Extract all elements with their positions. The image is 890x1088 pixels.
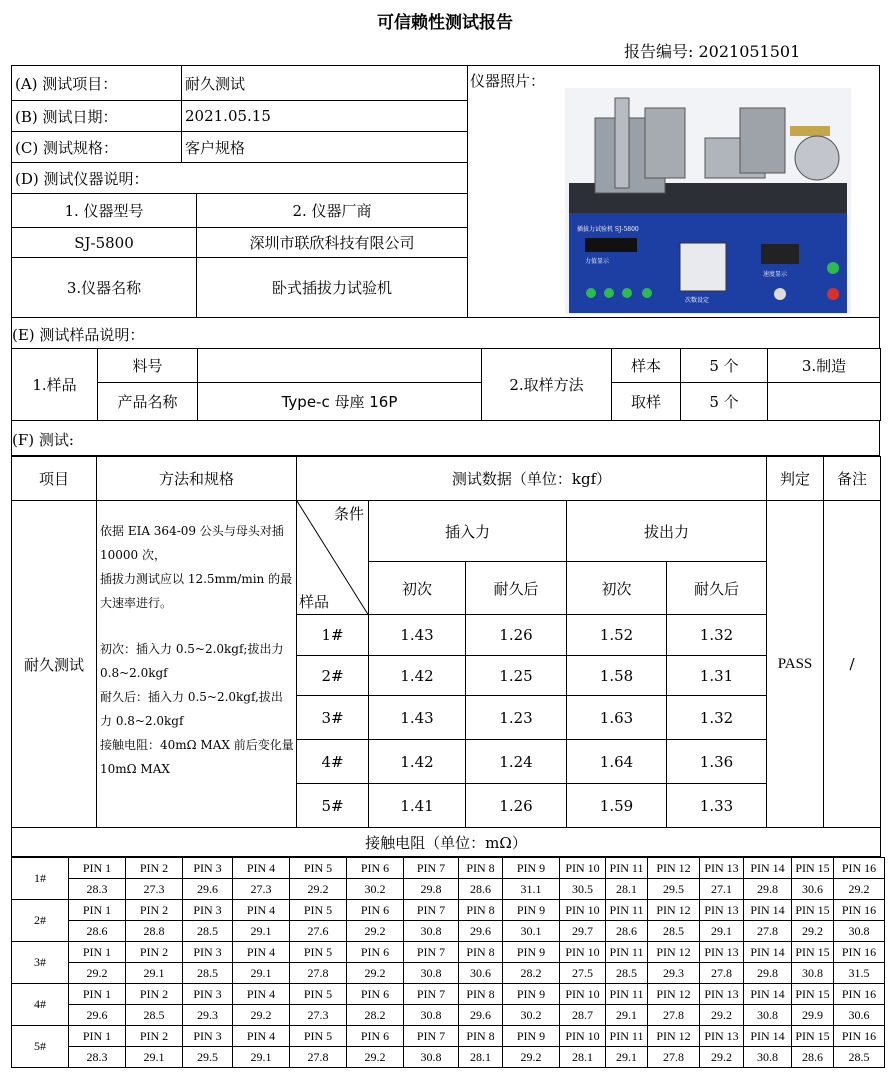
test-item-value: 耐久测试 xyxy=(182,66,468,101)
judge-cell: PASS xyxy=(767,501,824,828)
pin-resistance-value: 28.6 xyxy=(459,879,503,900)
pin-resistance-value: 28.5 xyxy=(183,963,233,984)
pin-resistance-value: 27.1 xyxy=(700,879,744,900)
pin-label: PIN 9 xyxy=(503,1026,560,1047)
pin-resistance-value: 30.8 xyxy=(792,963,834,984)
pin-resistance-value: 30.8 xyxy=(404,1047,459,1068)
withdraw-initial-value: 1.59 xyxy=(567,784,667,828)
test-section-label: (F) 测试: xyxy=(12,431,74,449)
pin-resistance-value: 27.8 xyxy=(648,1005,700,1026)
pin-resistance-value: 27.3 xyxy=(126,879,183,900)
pin-header-row xyxy=(12,942,885,963)
test-remark-header: 备注 xyxy=(824,457,881,501)
pin-label: PIN 11 xyxy=(606,858,648,879)
pin-resistance-value: 29.6 xyxy=(459,1005,503,1026)
pin-label: PIN 10 xyxy=(560,900,606,921)
sample-qty-label: 样本 xyxy=(612,349,681,383)
sample-qty-value: 5 个 xyxy=(681,349,768,383)
pin-label: PIN 6 xyxy=(347,900,404,921)
pin-resistance-value: 27.8 xyxy=(648,1047,700,1068)
pin-label: PIN 13 xyxy=(700,984,744,1005)
pin-resistance-value: 29.8 xyxy=(404,879,459,900)
pin-resistance-value: 29.2 xyxy=(233,1005,290,1026)
insert-initial-value: 1.42 xyxy=(369,740,466,784)
pin-value-row xyxy=(12,963,885,984)
pin-resistance-value: 28.1 xyxy=(459,1047,503,1068)
pin-value-row xyxy=(12,879,885,900)
pin-label: PIN 10 xyxy=(560,942,606,963)
report-number: 报告编号: 2021051501 xyxy=(624,42,801,61)
pin-resistance-value: 29.1 xyxy=(126,1047,183,1068)
pin-resistance-value: 27.3 xyxy=(233,879,290,900)
pin-header-row xyxy=(12,858,885,879)
pin-resistance-value: 30.5 xyxy=(560,879,606,900)
photo-count-text: 次数设定 xyxy=(685,297,710,304)
withdraw-initial-value: 1.58 xyxy=(567,656,667,696)
pin-label: PIN 11 xyxy=(606,942,648,963)
pin-label: PIN 6 xyxy=(347,858,404,879)
take-qty-label: 取样 xyxy=(612,383,681,421)
instrument-maker: 深圳市联欣科技有限公司 xyxy=(197,228,468,258)
pin-label: PIN 8 xyxy=(459,858,503,879)
pin-resistance-value: 29.5 xyxy=(183,1047,233,1068)
pin-label: PIN 16 xyxy=(834,984,885,1005)
pin-resistance-value: 27.6 xyxy=(290,921,347,942)
pin-label: PIN 12 xyxy=(648,984,700,1005)
pin-label: PIN 9 xyxy=(503,984,560,1005)
pin-label: PIN 6 xyxy=(347,984,404,1005)
insert-after-value: 1.23 xyxy=(466,696,567,740)
pin-label: PIN 2 xyxy=(126,1026,183,1047)
insert-after-header: 耐久后 xyxy=(466,562,567,615)
pin-resistance-value: 28.1 xyxy=(606,879,648,900)
test-item-label: (A) 测试项目： xyxy=(12,66,182,101)
pin-resistance-value: 28.5 xyxy=(648,921,700,942)
pin-label: PIN 16 xyxy=(834,900,885,921)
pin-resistance-value: 29.6 xyxy=(69,1005,126,1026)
sample-id: 1# xyxy=(297,615,369,656)
method-line: 依据 EIA 364-09 公头与母头对插 10000 次， xyxy=(100,524,284,562)
pin-label: PIN 2 xyxy=(126,984,183,1005)
pin-resistance-value: 29.1 xyxy=(126,963,183,984)
resistance-sample-id: 5# xyxy=(12,1026,69,1068)
pin-label: PIN 2 xyxy=(126,900,183,921)
pin-resistance-value: 30.2 xyxy=(503,1005,560,1026)
pin-resistance-value: 29.2 xyxy=(700,1005,744,1026)
instrument-table xyxy=(11,193,468,318)
instrument-maker-header: 2. 仪器厂商 xyxy=(197,194,468,228)
instrument-photo-cell xyxy=(466,65,880,318)
withdraw-initial-header: 初次 xyxy=(567,562,667,615)
pin-resistance-value: 30.8 xyxy=(744,1047,792,1068)
pin-resistance-value: 30.1 xyxy=(503,921,560,942)
pin-resistance-value: 30.8 xyxy=(404,921,459,942)
test-method-header: 方法和规格 xyxy=(97,457,297,501)
pin-label: PIN 3 xyxy=(183,984,233,1005)
sample-col-label: 样品 xyxy=(299,593,330,611)
pin-resistance-value: 27.8 xyxy=(744,921,792,942)
pin-label: PIN 1 xyxy=(69,900,126,921)
pin-label: PIN 1 xyxy=(69,858,126,879)
pin-label: PIN 6 xyxy=(347,1026,404,1047)
pin-resistance-value: 29.9 xyxy=(792,1005,834,1026)
sample-section-label: (E) 测试样品说明： xyxy=(12,326,145,344)
withdraw-initial-value: 1.64 xyxy=(567,740,667,784)
pin-resistance-value: 29.1 xyxy=(233,963,290,984)
pin-label: PIN 15 xyxy=(792,858,834,879)
sample-id: 2# xyxy=(297,656,369,696)
pin-label: PIN 11 xyxy=(606,1026,648,1047)
photo-label: 仪器照片： xyxy=(470,72,546,90)
pin-label: PIN 14 xyxy=(744,1026,792,1047)
pin-label: PIN 4 xyxy=(233,858,290,879)
pin-label: PIN 16 xyxy=(834,942,885,963)
pin-label: PIN 11 xyxy=(606,984,648,1005)
pin-resistance-value: 30.8 xyxy=(744,1005,792,1026)
condition-label: 条件 xyxy=(333,505,364,523)
withdraw-after-value: 1.31 xyxy=(667,656,767,696)
pin-resistance-value: 28.6 xyxy=(792,1047,834,1068)
pin-label: PIN 16 xyxy=(834,858,885,879)
pin-label: PIN 10 xyxy=(560,858,606,879)
pin-label: PIN 2 xyxy=(126,858,183,879)
pin-resistance-value: 28.3 xyxy=(69,1047,126,1068)
pin-resistance-value: 29.7 xyxy=(560,921,606,942)
photo-force-text: 力值显示 xyxy=(585,258,610,265)
pin-label: PIN 13 xyxy=(700,1026,744,1047)
pin-resistance-value: 29.6 xyxy=(459,921,503,942)
pin-resistance-value: 29.2 xyxy=(290,879,347,900)
pin-resistance-value: 27.5 xyxy=(560,963,606,984)
pin-header-row xyxy=(12,984,885,1005)
method-line: 耐久后：插入力 0.5~2.0kgf,拔出力 0.8~2.0kgf xyxy=(100,690,283,728)
test-judge-header: 判定 xyxy=(767,457,824,501)
pin-value-row xyxy=(12,1005,885,1026)
pin-resistance-value: 29.1 xyxy=(233,921,290,942)
sample-id: 3# xyxy=(297,696,369,740)
insert-after-value: 1.25 xyxy=(466,656,567,696)
sample-id: 5# xyxy=(297,784,369,828)
instrument-model: SJ-5800 xyxy=(12,228,197,258)
pin-resistance-value: 29.2 xyxy=(69,963,126,984)
pin-resistance-value: 29.2 xyxy=(700,1047,744,1068)
pin-label: PIN 15 xyxy=(792,984,834,1005)
part-no-label: 料号 xyxy=(98,349,198,383)
pin-label: PIN 5 xyxy=(290,1026,347,1047)
pin-label: PIN 3 xyxy=(183,858,233,879)
pin-label: PIN 8 xyxy=(459,900,503,921)
pin-label: PIN 3 xyxy=(183,900,233,921)
pin-resistance-value: 30.8 xyxy=(404,963,459,984)
pin-label: PIN 13 xyxy=(700,942,744,963)
pin-resistance-value: 28.1 xyxy=(560,1047,606,1068)
pin-label: PIN 11 xyxy=(606,900,648,921)
pin-resistance-value: 28.3 xyxy=(69,879,126,900)
pin-label: PIN 16 xyxy=(834,1026,885,1047)
pin-label: PIN 15 xyxy=(792,942,834,963)
method-line: 初次：插入力 0.5~2.0kgf;拔出力 0.8~2.0kgf xyxy=(100,642,284,680)
pin-label: PIN 4 xyxy=(233,1026,290,1047)
pin-label: PIN 15 xyxy=(792,1026,834,1047)
report-title: 可信赖性测试报告 xyxy=(377,13,513,33)
pin-header-row xyxy=(12,1026,885,1047)
pin-label: PIN 1 xyxy=(69,984,126,1005)
insert-initial-value: 1.43 xyxy=(369,615,466,656)
pin-label: PIN 7 xyxy=(404,942,459,963)
photo-panel-text: 插拔力试验机 SJ-5800 xyxy=(577,226,639,233)
pin-label: PIN 8 xyxy=(459,1026,503,1047)
pin-resistance-value: 29.1 xyxy=(233,1047,290,1068)
insert-initial-value: 1.43 xyxy=(369,696,466,740)
pin-label: PIN 14 xyxy=(744,900,792,921)
manufacture-value xyxy=(768,383,881,421)
pin-resistance-value: 28.6 xyxy=(606,921,648,942)
instrument-model-header: 1. 仪器型号 xyxy=(12,194,197,228)
pin-resistance-value: 29.1 xyxy=(606,1005,648,1026)
pin-label: PIN 5 xyxy=(290,942,347,963)
resistance-table xyxy=(11,857,885,1068)
pin-resistance-value: 29.5 xyxy=(648,879,700,900)
pin-label: PIN 10 xyxy=(560,1026,606,1047)
pin-label: PIN 13 xyxy=(700,900,744,921)
pin-label: PIN 7 xyxy=(404,900,459,921)
instrument-photo xyxy=(565,88,851,314)
pin-resistance-value: 27.3 xyxy=(290,1005,347,1026)
insert-after-value: 1.26 xyxy=(466,615,567,656)
pin-resistance-value: 29.2 xyxy=(503,1047,560,1068)
condition-sample-diag xyxy=(297,501,369,615)
pin-resistance-value: 28.8 xyxy=(126,921,183,942)
pin-label: PIN 14 xyxy=(744,942,792,963)
pin-label: PIN 6 xyxy=(347,942,404,963)
withdraw-force-header: 拔出力 xyxy=(567,501,767,562)
pin-label: PIN 12 xyxy=(648,1026,700,1047)
withdraw-after-value: 1.36 xyxy=(667,740,767,784)
pin-resistance-value: 28.5 xyxy=(126,1005,183,1026)
pin-label: PIN 4 xyxy=(233,900,290,921)
test-spec-value: 客户规格 xyxy=(182,132,468,163)
resistance-sample-id: 1# xyxy=(12,858,69,900)
pin-label: PIN 2 xyxy=(126,942,183,963)
pin-resistance-value: 28.5 xyxy=(834,1047,885,1068)
pin-resistance-value: 29.2 xyxy=(347,963,404,984)
pin-resistance-value: 30.8 xyxy=(404,1005,459,1026)
pin-value-row xyxy=(12,1047,885,1068)
pin-resistance-value: 29.8 xyxy=(744,963,792,984)
pin-resistance-value: 29.1 xyxy=(606,1047,648,1068)
pin-label: PIN 9 xyxy=(503,900,560,921)
sampling-method-label: 2.取样方法 xyxy=(482,349,612,421)
pin-resistance-value: 29.2 xyxy=(834,879,885,900)
test-date-value: 2021.05.15 xyxy=(182,101,468,132)
product-name-value: Type-c 母座 16P xyxy=(198,383,482,421)
pin-resistance-value: 29.2 xyxy=(792,921,834,942)
pin-resistance-value: 29.3 xyxy=(648,963,700,984)
take-qty-value: 5 个 xyxy=(681,383,768,421)
pin-label: PIN 8 xyxy=(459,984,503,1005)
test-spec-label: (C) 测试规格： xyxy=(12,132,182,163)
test-section-row xyxy=(11,420,880,456)
insert-after-value: 1.26 xyxy=(466,784,567,828)
pin-resistance-value: 27.8 xyxy=(700,963,744,984)
pin-resistance-value: 28.5 xyxy=(606,963,648,984)
pin-label: PIN 7 xyxy=(404,1026,459,1047)
sample-table xyxy=(11,348,881,421)
pin-label: PIN 10 xyxy=(560,984,606,1005)
pin-label: PIN 7 xyxy=(404,858,459,879)
withdraw-initial-value: 1.63 xyxy=(567,696,667,740)
pin-label: PIN 4 xyxy=(233,942,290,963)
pin-label: PIN 12 xyxy=(648,858,700,879)
pin-resistance-value: 29.2 xyxy=(347,921,404,942)
pin-label: PIN 12 xyxy=(648,942,700,963)
remark-cell: / xyxy=(824,501,881,828)
pin-resistance-value: 28.6 xyxy=(69,921,126,942)
withdraw-after-value: 1.32 xyxy=(667,615,767,656)
pin-resistance-value: 30.6 xyxy=(459,963,503,984)
pin-value-row xyxy=(12,921,885,942)
test-item-header: 项目 xyxy=(12,457,97,501)
pin-label: PIN 5 xyxy=(290,858,347,879)
pin-resistance-value: 27.8 xyxy=(290,1047,347,1068)
withdraw-initial-value: 1.52 xyxy=(567,615,667,656)
resistance-sample-id: 2# xyxy=(12,900,69,942)
insert-initial-value: 1.42 xyxy=(369,656,466,696)
instrument-name: 卧式插拔力试验机 xyxy=(197,258,468,318)
pin-resistance-value: 30.6 xyxy=(834,1005,885,1026)
pin-resistance-value: 29.2 xyxy=(347,1047,404,1068)
pin-resistance-value: 28.5 xyxy=(183,921,233,942)
pin-label: PIN 7 xyxy=(404,984,459,1005)
photo-speed-text: 速度显示 xyxy=(763,271,788,278)
withdraw-after-value: 1.32 xyxy=(667,696,767,740)
pin-label: PIN 14 xyxy=(744,984,792,1005)
pin-resistance-value: 29.6 xyxy=(183,879,233,900)
pin-label: PIN 15 xyxy=(792,900,834,921)
pin-label: PIN 5 xyxy=(290,984,347,1005)
withdraw-after-value: 1.33 xyxy=(667,784,767,828)
pin-resistance-value: 28.7 xyxy=(560,1005,606,1026)
pin-resistance-value: 31.1 xyxy=(503,879,560,900)
pin-resistance-value: 30.6 xyxy=(792,879,834,900)
pin-resistance-value: 31.5 xyxy=(834,963,885,984)
instrument-name-label: 3.仪器名称 xyxy=(12,258,197,318)
insert-initial-header: 初次 xyxy=(369,562,466,615)
pin-label: PIN 9 xyxy=(503,942,560,963)
resistance-sample-id: 4# xyxy=(12,984,69,1026)
test-table xyxy=(11,456,881,857)
insert-initial-value: 1.41 xyxy=(369,784,466,828)
pin-label: PIN 3 xyxy=(183,942,233,963)
product-name-label: 产品名称 xyxy=(98,383,198,421)
pin-label: PIN 8 xyxy=(459,942,503,963)
instrument-section-label: (D) 测试仪器说明： xyxy=(12,163,468,194)
pin-resistance-value: 30.2 xyxy=(347,879,404,900)
pin-label: PIN 1 xyxy=(69,942,126,963)
pin-label: PIN 3 xyxy=(183,1026,233,1047)
method-line: 插拔力测试应以 12.5mm/min 的最大速率进行。 xyxy=(100,572,293,610)
test-data-header: 测试数据（单位：kgf） xyxy=(297,457,767,501)
test-date-label: (B) 测试日期： xyxy=(12,101,182,132)
sample-label: 1.样品 xyxy=(12,349,98,421)
manufacture-label: 3.制造 xyxy=(768,349,881,383)
test-method-cell xyxy=(97,501,297,828)
pin-resistance-value: 29.8 xyxy=(744,879,792,900)
resistance-sample-id: 3# xyxy=(12,942,69,984)
pin-resistance-value: 28.2 xyxy=(503,963,560,984)
method-line: 接触电阻：40mΩ MAX 前后变化量 10mΩ MAX xyxy=(100,738,294,776)
pin-label: PIN 1 xyxy=(69,1026,126,1047)
sample-id: 4# xyxy=(297,740,369,784)
test-item-cell: 耐久测试 xyxy=(12,501,97,828)
withdraw-after-header: 耐久后 xyxy=(667,562,767,615)
pin-label: PIN 12 xyxy=(648,900,700,921)
pin-resistance-value: 29.3 xyxy=(183,1005,233,1026)
insert-force-header: 插入力 xyxy=(369,501,567,562)
pin-label: PIN 4 xyxy=(233,984,290,1005)
pin-header-row xyxy=(12,900,885,921)
insert-after-value: 1.24 xyxy=(466,740,567,784)
resistance-title: 接触电阻（单位：mΩ） xyxy=(12,828,881,857)
pin-resistance-value: 28.2 xyxy=(347,1005,404,1026)
pin-label: PIN 13 xyxy=(700,858,744,879)
part-no-value xyxy=(198,349,482,383)
pin-resistance-value: 27.8 xyxy=(290,963,347,984)
pin-resistance-value: 29.1 xyxy=(700,921,744,942)
pin-label: PIN 14 xyxy=(744,858,792,879)
section-abcd-table xyxy=(11,65,468,194)
pin-resistance-value: 30.8 xyxy=(834,921,885,942)
pin-label: PIN 5 xyxy=(290,900,347,921)
pin-label: PIN 9 xyxy=(503,858,560,879)
